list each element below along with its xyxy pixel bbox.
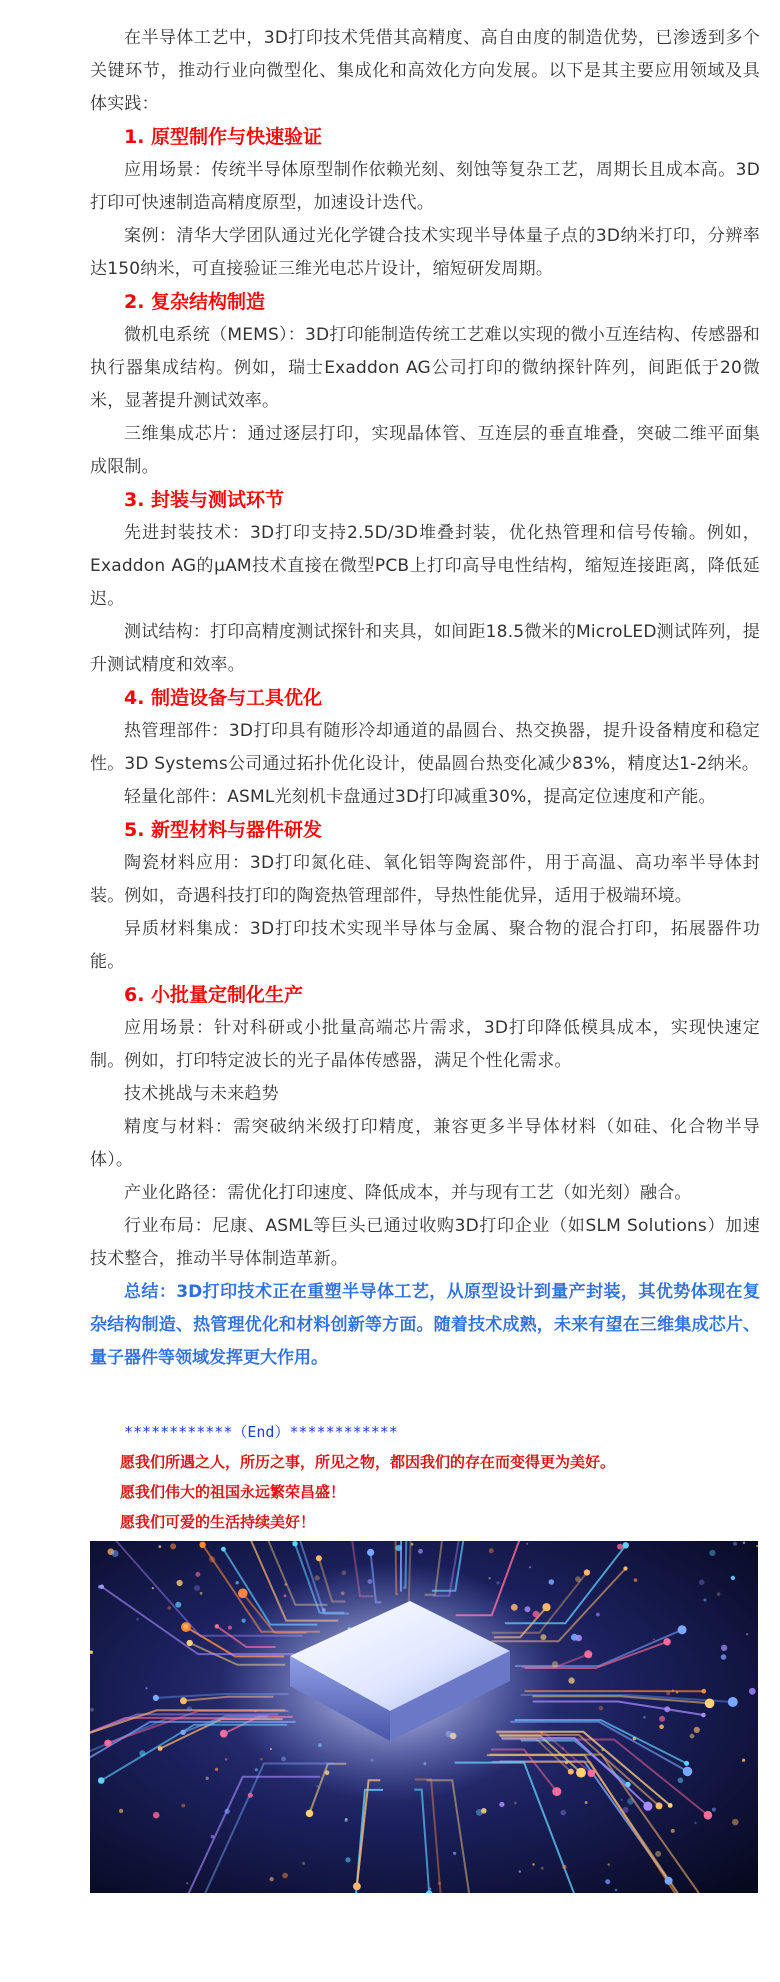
circuit-node bbox=[221, 1547, 226, 1552]
light-dot bbox=[236, 1581, 239, 1584]
light-dot bbox=[396, 1545, 402, 1551]
section-6-paragraph-1: 应用场景：针对科研或小批量高端芯片需求，3D打印降低模具成本，实现快速定制。例如，打印特定波长的光子晶体传感器，满足个性化需求。 bbox=[90, 1018, 760, 1071]
light-dot bbox=[627, 1798, 634, 1805]
light-dot bbox=[248, 1793, 253, 1798]
section-4-paragraph-2: 轻量化部件：ASML光刻机卡盘通过3D打印减重30%，提高定位速度和产能。 bbox=[124, 787, 716, 807]
circuit-node bbox=[576, 1768, 586, 1778]
light-dot bbox=[211, 1835, 214, 1838]
light-dot bbox=[615, 1889, 618, 1892]
circuit-board-chip-image bbox=[90, 1541, 758, 1893]
section-heading-3: 3. 封装与测试环节 bbox=[124, 489, 285, 511]
light-dot bbox=[411, 1543, 414, 1546]
circuit-node bbox=[668, 1803, 673, 1808]
light-dot bbox=[136, 1618, 139, 1621]
section-4-paragraph-1: 热管理部件：3D打印具有随形冷却通道的晶圆台、热交换器，提升设备精度和稳定性。3D Systems公司通过拓扑优化设计，使晶圆台热变化减少83%，精度达1-2纳米。 bbox=[90, 721, 760, 774]
circuit-node bbox=[353, 1883, 361, 1891]
section-1-paragraph-2: 案例：清华大学团队通过光化学键合技术实现半导体量子点的3D纳米打印，分辨率达150纳米，可直接验证三维光电芯片设计，缩短研发周期。 bbox=[90, 226, 760, 279]
light-dot bbox=[344, 1819, 347, 1822]
light-dot bbox=[541, 1867, 544, 1870]
circuit-node bbox=[623, 1542, 629, 1548]
circuit-node bbox=[704, 1811, 713, 1820]
light-dot bbox=[152, 1587, 154, 1589]
light-dot bbox=[676, 1691, 678, 1693]
section-2-paragraph-1: 微机电系统（MEMS）：3D打印能制造传统工艺难以实现的微小互连结构、传感器和执行器集成结构。例如，瑞士Exaddon AG公司打印的微纳探针阵列，间距低于20微米，显著提升测试效率。 bbox=[90, 325, 760, 411]
circuit-node bbox=[316, 1555, 322, 1561]
light-dot bbox=[601, 1749, 604, 1752]
circuit-node bbox=[701, 1713, 706, 1718]
light-dot bbox=[183, 1624, 188, 1629]
light-dot bbox=[215, 1768, 218, 1771]
section-5-paragraph-1: 陶瓷材料应用：3D打印氮化硅、氧化铝等陶瓷部件，用于高温、高功率半导体封装。例如，奇遇科技打印的陶瓷热管理部件，导热性能优异，适用于极端环境。 bbox=[90, 853, 760, 906]
light-dot bbox=[90, 1708, 94, 1712]
light-dot bbox=[690, 1734, 695, 1739]
section-1-paragraph-1: 应用场景：传统半导体原型制作依赖光刻、刻蚀等复杂工艺，周期长且成本高。3D打印可快速制造高精度原型，加速设计迭代。 bbox=[90, 160, 760, 213]
light-dot bbox=[655, 1851, 661, 1857]
section-heading-6: 6. 小批量定制化生产 bbox=[124, 984, 304, 1006]
light-dot bbox=[270, 1877, 274, 1881]
light-dot bbox=[526, 1543, 528, 1545]
light-dot bbox=[158, 1545, 161, 1548]
light-dot bbox=[186, 1882, 188, 1884]
light-dot bbox=[732, 1819, 739, 1826]
section-6-paragraph-2: 技术挑战与未来趋势 bbox=[124, 1084, 279, 1104]
circuit-node bbox=[584, 1650, 592, 1658]
light-dot bbox=[453, 1852, 456, 1855]
light-dot bbox=[139, 1750, 145, 1756]
light-dot bbox=[731, 1576, 735, 1580]
light-dot bbox=[529, 1566, 531, 1568]
circuit-node bbox=[104, 1740, 111, 1747]
light-dot bbox=[519, 1870, 521, 1872]
light-dot bbox=[659, 1716, 665, 1722]
intro-paragraph: 在半导体工艺中，3D打印技术凭借其高精度、高自由度的制造优势，已渗透到多个关键环节，推动行业向微型化、集成化和高效化方向发展。以下是其主要应用领域及具体实践： bbox=[90, 28, 760, 114]
light-dot bbox=[653, 1638, 655, 1640]
light-dot bbox=[617, 1544, 623, 1550]
circuit-node bbox=[215, 1624, 219, 1628]
circuit-board-svg bbox=[90, 1541, 758, 1893]
light-dot bbox=[175, 1602, 181, 1608]
light-dot bbox=[146, 1687, 148, 1689]
light-dot bbox=[645, 1801, 650, 1806]
light-dot bbox=[195, 1572, 200, 1577]
light-dot bbox=[499, 1802, 504, 1807]
light-dot bbox=[694, 1727, 700, 1733]
circuit-node bbox=[663, 1638, 670, 1645]
circuit-node bbox=[367, 1549, 374, 1556]
light-dot bbox=[671, 1829, 675, 1833]
circuit-node bbox=[656, 1802, 663, 1809]
light-dot bbox=[743, 1542, 745, 1544]
light-dot bbox=[228, 1626, 232, 1630]
light-dot bbox=[200, 1592, 203, 1595]
section-2-paragraph-2: 三维集成芯片：通过逐层打印，实现晶体管、互连层的垂直堆叠，突破二维平面集成限制。 bbox=[90, 424, 760, 477]
circuit-node bbox=[552, 1787, 561, 1796]
light-dot bbox=[187, 1706, 192, 1711]
light-dot bbox=[621, 1799, 623, 1801]
circuit-node bbox=[199, 1542, 205, 1548]
circuit-node bbox=[306, 1810, 313, 1817]
light-dot bbox=[284, 1583, 287, 1586]
circuit-node bbox=[542, 1603, 550, 1611]
circuit-node bbox=[683, 1767, 693, 1777]
article bbox=[90, 0, 760, 1893]
light-dot bbox=[533, 1611, 540, 1618]
section-heading-1: 1. 原型制作与快速验证 bbox=[124, 126, 323, 148]
light-dot bbox=[194, 1585, 200, 1591]
light-dot bbox=[733, 1542, 737, 1546]
light-dot bbox=[170, 1543, 176, 1549]
light-dot bbox=[153, 1812, 160, 1819]
section-3-paragraph-2: 测试结构：打印高精度测试探针和夹具，如间距18.5微米的MicroLED测试阵列，提升测试精度和效率。 bbox=[90, 622, 760, 675]
circuit-node bbox=[584, 1569, 590, 1575]
section-heading-5: 5. 新型材料与器件研发 bbox=[124, 819, 323, 841]
circuit-node bbox=[588, 1770, 596, 1778]
wish-line-3: 愿我们可爱的生活持续美好！ bbox=[120, 1513, 316, 1531]
light-dot bbox=[429, 1888, 431, 1890]
light-dot bbox=[418, 1549, 423, 1554]
circuit-node bbox=[180, 1730, 185, 1735]
light-dot bbox=[717, 1592, 720, 1595]
light-dot bbox=[206, 1777, 209, 1780]
light-dot bbox=[634, 1578, 638, 1582]
light-dot bbox=[497, 1581, 500, 1584]
light-dot bbox=[549, 1579, 555, 1585]
light-dot bbox=[608, 1863, 610, 1865]
light-dot bbox=[225, 1809, 230, 1814]
light-dot bbox=[489, 1548, 494, 1553]
light-dot bbox=[605, 1879, 610, 1884]
circuit-node bbox=[625, 1782, 630, 1787]
light-dot bbox=[438, 1882, 441, 1885]
light-dot bbox=[514, 1802, 517, 1805]
circuit-node bbox=[684, 1761, 689, 1766]
wish-line-2: 愿我们伟大的祖国永远繁荣昌盛！ bbox=[120, 1483, 346, 1501]
circuit-node bbox=[665, 1877, 673, 1885]
light-dot bbox=[585, 1801, 588, 1804]
light-dot bbox=[633, 1737, 636, 1740]
light-dot bbox=[721, 1645, 727, 1651]
circuit-node bbox=[702, 1689, 707, 1694]
light-dot bbox=[209, 1556, 215, 1562]
wish-line-1: 愿我们所遇之人，所历之事，所见之物，都因我们的存在而变得更为美好。 bbox=[120, 1453, 616, 1471]
summary-paragraph: 总结：3D打印技术正在重塑半导体工艺，从原型设计到量产封装，其优势体现在复杂结构制造、热管理优化和材料创新等方面。随着技术成熟，未来有望在三维集成芯片、量子器件等领域发挥更大作用。 bbox=[90, 1282, 760, 1368]
light-dot bbox=[98, 1585, 102, 1589]
light-dot bbox=[699, 1580, 705, 1586]
light-dot bbox=[575, 1576, 581, 1582]
light-dot bbox=[596, 1613, 600, 1617]
light-dot bbox=[694, 1822, 696, 1824]
circuit-node bbox=[678, 1625, 687, 1634]
section-heading-2: 2. 复杂结构制造 bbox=[124, 291, 266, 313]
circuit-node bbox=[158, 1746, 163, 1751]
section-6-paragraph-5: 行业布局：尼康、ASML等巨头已通过收购3D打印企业（如SLM Solutions）加速技术整合，推动半导体制造革新。 bbox=[90, 1216, 760, 1269]
circuit-node bbox=[568, 1769, 574, 1775]
section-5-paragraph-2: 异质材料集成：3D打印技术实现半导体与金属、聚合物的混合打印，拓展器件功能。 bbox=[90, 919, 760, 972]
light-dot bbox=[167, 1606, 171, 1610]
light-dot bbox=[709, 1550, 715, 1556]
light-dot bbox=[712, 1808, 716, 1812]
circuit-node bbox=[220, 1730, 228, 1738]
light-dot bbox=[599, 1706, 604, 1711]
light-dot bbox=[481, 1808, 487, 1814]
light-dot bbox=[565, 1761, 568, 1764]
light-dot bbox=[225, 1758, 228, 1761]
light-dot bbox=[177, 1580, 183, 1586]
light-dot bbox=[664, 1706, 670, 1712]
section-heading-4: 4. 制造设备与工具优化 bbox=[124, 687, 323, 709]
section-6-paragraph-4: 产业化路径：需优化打印速度、降低成本，并与现有工艺（如光刻）融合。 bbox=[124, 1183, 692, 1203]
circuit-node bbox=[187, 1640, 193, 1646]
light-dot bbox=[623, 1807, 629, 1813]
light-dot bbox=[255, 1768, 258, 1771]
circuit-node bbox=[705, 1699, 715, 1709]
section-6-paragraph-3: 精度与材料：需突破纳米级打印精度，兼容更多半导体材料（如硅、化合物半导体）。 bbox=[90, 1117, 760, 1170]
light-dot bbox=[742, 1759, 745, 1762]
light-dot bbox=[571, 1634, 578, 1641]
light-dot bbox=[659, 1725, 664, 1730]
light-dot bbox=[488, 1577, 490, 1579]
light-dot bbox=[666, 1691, 670, 1695]
circuit-node bbox=[153, 1695, 159, 1701]
circuit-node bbox=[180, 1697, 187, 1704]
circuit-node bbox=[238, 1589, 248, 1599]
end-marker: ************（End）************ bbox=[124, 1423, 398, 1441]
light-dot bbox=[749, 1688, 756, 1695]
light-dot bbox=[672, 1689, 674, 1691]
circuit-node bbox=[292, 1541, 297, 1546]
light-dot bbox=[678, 1778, 684, 1784]
section-3-paragraph-1: 先进封装技术：3D打印支持2.5D/3D堆叠封装，优化热管理和信号传输。例如，Exaddon AG的μAM技术直接在微型PCB上打印高导电性结构，缩短连接距离，降低延迟。 bbox=[90, 523, 760, 609]
light-dot bbox=[345, 1857, 350, 1862]
light-dot bbox=[643, 1716, 646, 1719]
circuit-node bbox=[728, 1697, 738, 1707]
light-dot bbox=[302, 1862, 305, 1865]
light-dot bbox=[721, 1654, 727, 1660]
light-dot bbox=[112, 1550, 119, 1557]
light-dot bbox=[282, 1873, 288, 1879]
light-dot bbox=[562, 1747, 564, 1749]
light-dot bbox=[746, 1633, 748, 1635]
light-dot bbox=[561, 1810, 567, 1816]
light-dot bbox=[568, 1677, 574, 1683]
light-dot bbox=[562, 1865, 566, 1869]
circuit-node bbox=[98, 1777, 105, 1784]
light-dot bbox=[119, 1809, 123, 1813]
light-dot bbox=[532, 1863, 534, 1865]
light-dot bbox=[181, 1804, 185, 1808]
circuit-node bbox=[623, 1566, 627, 1570]
light-dot bbox=[704, 1599, 707, 1602]
